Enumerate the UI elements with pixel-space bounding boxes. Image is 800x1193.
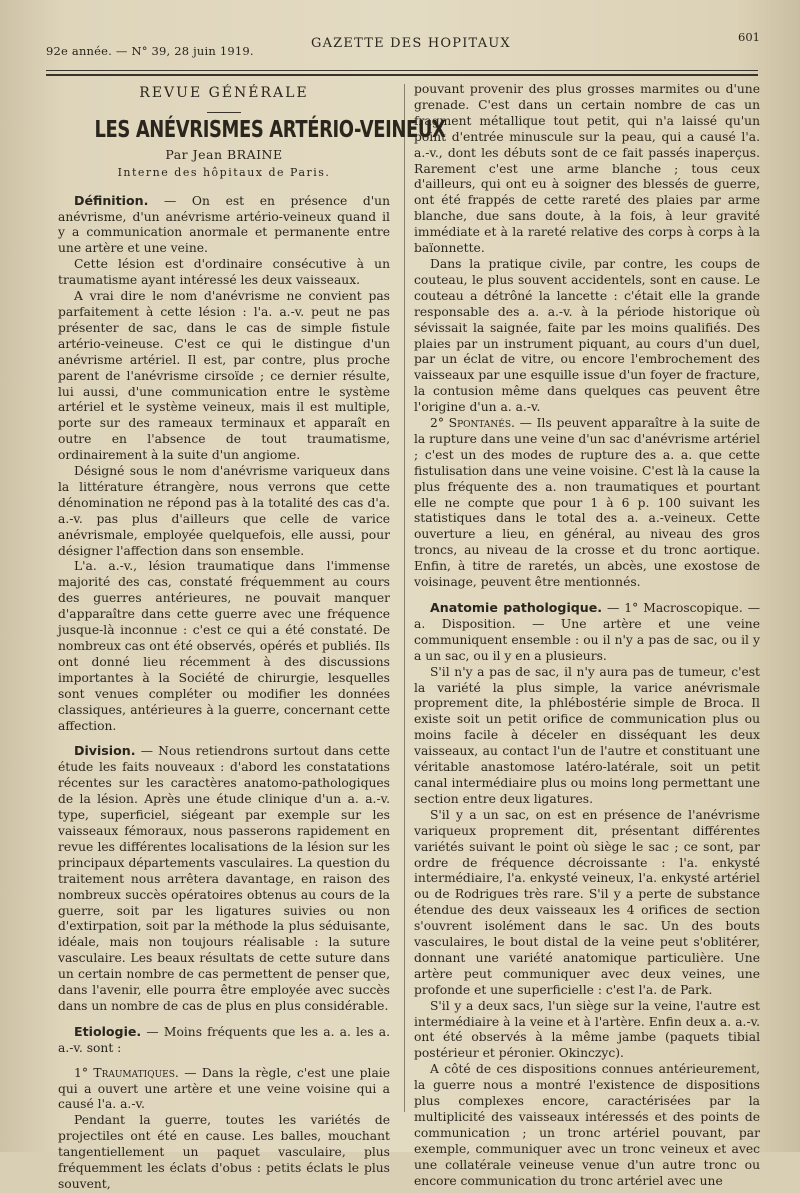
- subheading-traumatiques: 1° Traumatiques.: [74, 1065, 179, 1080]
- rubric: REVUE GÉNÉRALE: [139, 85, 309, 101]
- section-heading-etiologie: Etiologie.: [74, 1023, 142, 1039]
- paragraph: S'il y a deux sacs, l'un siège sur la veine, l'autre est intermédiaire à la veine et à l'artère. Enfin deux a. a.-v. ont été observés à la même jambe (paquets tibial postérieur et péronier. Okinczyc).: [414, 998, 760, 1061]
- paragraph: Anatomie pathologique. — 1° Macroscopique. — a. Disposition. — Une artère et une veine communiquent ensemble : ou il n'y a pas de sac, ou il y a un sac, ou il y en a plusieurs.: [414, 600, 760, 663]
- header-rule: [46, 70, 758, 71]
- issue-line: 92e année. — N° 39, 28 juin 1919.: [46, 44, 254, 58]
- left-column: [58, 82, 446, 1193]
- column-divider: [404, 84, 405, 1112]
- journal-title: GAZETTE DES HOPITAUX: [311, 36, 511, 51]
- paragraph: L'a. a.-v., lésion traumatique dans l'immense majorité des cas, constaté fréquemment au cours des guerres antérieures, ne pouvait manquer d'apparaître dans cette guerre avec une fréquence jusque-là inconnue : c'est ce qui a été constaté. De nombreux cas ont été observés, opérés et publiés. Ils ont donné lieu récemment à des discussions importantes à la Société de chirurgie, lesquelles sont venues compléter ou modifier les données classiques, antérieures à la guerre, concernant cette affection.: [58, 559, 390, 733]
- article-title-block: [58, 85, 446, 181]
- paragraph: A côté de ces dispositions connues antérieurement, la guerre nous a montré l'existence de dispositions plus complexes encore, caractérisées par la multiplicité des vaisseaux intéressés et des points de communication ; un tronc artériel pouvant, par exemple, communiquer avec un tronc veineux et avec une collatérale veineuse venue d'un autre tronc ou encore communication du tronc artériel avec une: [414, 1062, 760, 1188]
- header-rule-double: [46, 74, 758, 76]
- section-heading-anatomie: Anatomie pathologique.: [430, 600, 603, 615]
- paragraph: Cette lésion est d'ordinaire consécutive à un traumatisme ayant intéressé les deux vaisseaux.: [58, 257, 390, 288]
- paragraph: Etiologie. — Moins fréquents que les a. a. les a. a.-v. sont :: [58, 1023, 390, 1055]
- running-header: [46, 30, 760, 70]
- subheading-spontanes: 2° Spontanés.: [430, 416, 515, 431]
- right-column: [414, 82, 760, 1190]
- paragraph: S'il n'y a pas de sac, il n'y aura pas de tumeur, c'est la variété la plus simple, la varice anévrismale proprement dite, la phlébostérie simple de Broca. Il existe soit un petit orifice de communication plus ou moins facile à déceler en disséquant les deux vaisseaux, au contact l'un de l'autre et constituant une véritable anastomose latéro-latérale, soit un petit canal intermédiaire plus ou moins long permettant une section entre deux ligatures.: [414, 664, 760, 806]
- article-title: LES ANÉVRISMES ARTÉRIO-VEINEUX: [94, 116, 446, 143]
- paragraph: Désigné sous le nom d'anévrisme variqueux dans la littérature étrangère, nous verrons que cette dénomination ne répond pas à la totalité des cas d'a. a.-v. pas plus d'ailleurs que celle de varice anévrismale, employée quelquefois, elle aussi, pour désigner l'affection dans son ensemble.: [58, 464, 390, 558]
- title-rule: [207, 112, 241, 113]
- paragraph: Dans la pratique civile, par contre, les coups de couteau, le plus souvent accidentels, sont en cause. Le couteau a détrôné la lancette : c'était elle la grande responsable des a. a.-v. à la période historique où sévissait la saignée, faite par les moins qualifiés. Des plaies par un instrument piquant, au cours d'un duel, par un éclat de vitre, ou encore l'embrochement des vaisseaux par une esquille issue d'un foyer de fracture, la contusion même dans quelques cas peuvent être l'origine d'un a. a.-v.: [414, 256, 760, 415]
- section-heading-definition: Définition.: [74, 192, 149, 208]
- author: Par Jean BRAINE: [165, 146, 283, 162]
- paragraph: Division. — Nous retiendrons surtout dans cette étude les faits nouveaux : d'abord les constatations récentes sur les caractères anatomo-pathologiques de la lésion. Après une étude clinique d'un a. a.-v. type, superficiel, siégeant par exemple sur les vaisseaux fémoraux, nous passerons rapidement en revue les différentes localisations de la lésion sur les principaux départements vasculaires. La question du traitement nous arrêtera davantage, en raison des nombreux succès opératoires obtenus au cours de la guerre, soit par les ligatures suivies ou non d'extirpation, soit par la méthode la plus séduisante, idéale, mais non toujours réalisable : la suture vasculaire. Les beaux résultats de cette suture dans un certain nombre de cas permettent de penser que, dans l'avenir, elle pourra être employée avec succès dans un nombre de cas de plus en plus considérable.: [58, 743, 390, 1013]
- paragraph: S'il y a un sac, on est en présence de l'anévrisme variqueux proprement dit, présentant différentes variétés suivant le point où siège le sac ; ce sont, par ordre de fréquence décroissante : l'a. enkysté intermédiaire, l'a. enkysté veineux, l'a. enkysté artériel ou de Rodrigues très rare. S'il y a perte de substance étendue des deux vaisseaux les 4 orifices de section s'ouvrent isolément dans le sac. Un des bouts vasculaires, le bout distal de la veine peut s'oblitérer, donnant une variété anatomique particulière. Une artère peut communiquer avec deux veines, une profonde et une superficielle : c'est l'a. de Park.: [414, 807, 760, 997]
- section-heading-division: Division.: [74, 743, 136, 759]
- paragraph: pouvant provenir des plus grosses marmites ou d'une grenade. C'est dans un certain nombre de cas un fragment métallique tout petit, qui n'a laissé qu'un point d'entrée minuscule sur la peau, qui a causé l'a. a.-v., dont les débuts sont de ce fait passés inaperçus. Rarement c'est une arme blanche ; tous ceux d'ailleurs, qui ont eu à soigner des blessés de guerre, ont été frappés de cette rareté des plaies par arme blanche, due sans doute, à la fois, à leur gravité immédiate et à la rareté relative des corps à corps à la baïonnette.: [414, 82, 760, 256]
- paragraph: A vrai dire le nom d'anévrisme ne convient pas parfaitement à cette lésion : l'a. a.-v. peut ne pas présenter de sac, dans le cas de simple fistule artério-veineuse. C'est ce qui le distingue d'un anévrisme artériel. Il est, par contre, plus proche parent de l'anévrisme cirsoïde ; ce dernier résulte, lui aussi, d'une communication entre le système artériel et le système veineux, mais il est multiple, porte sur des rameaux terminaux et apparaît en outre en l'absence de tout traumatisme, ordinairement à la suite d'un angiome.: [58, 289, 390, 463]
- paragraph: 2° Spontanés. — Ils peuvent apparaître à la suite de la rupture dans une veine d'un sac d'anévrisme artériel ; c'est un des modes de rupture des a. a. que cette fistulisation dans une veine voisine. C'est là la cause la plus fréquente des a. non traumatiques et pourtant elle ne compte que pour 1 à 6 p. 100 suivant les statistiques dans le total des a. a.-veineux. Cette ouverture a lieu, en général, au niveau des gros troncs, au niveau de la crosse et du tronc aortique. Enfin, à titre de raretés, un abcès, une exostose de voisinage, peuvent être mentionnés.: [414, 416, 760, 590]
- paragraph: Pendant la guerre, toutes les variétés de projectiles ont été en cause. Les balles, mouchant tangentiellement un paquet vasculaire, plus fréquemment les éclats d'obus : petits éclats le plus souvent,: [58, 1113, 390, 1191]
- page-number: 601: [738, 30, 760, 44]
- paragraph: Définition. — On est en présence d'un anévrisme, d'un anévrisme artério-veineux quand il y a communication anormale et permanente entre une artère et une veine.: [58, 192, 390, 256]
- paragraph: 1° Traumatiques. — Dans la règle, c'est une plaie qui a ouvert une artère et une veine voisine qui a causé l'a. a.-v.: [58, 1065, 390, 1112]
- author-role: Interne des hôpitaux de Paris.: [117, 165, 331, 179]
